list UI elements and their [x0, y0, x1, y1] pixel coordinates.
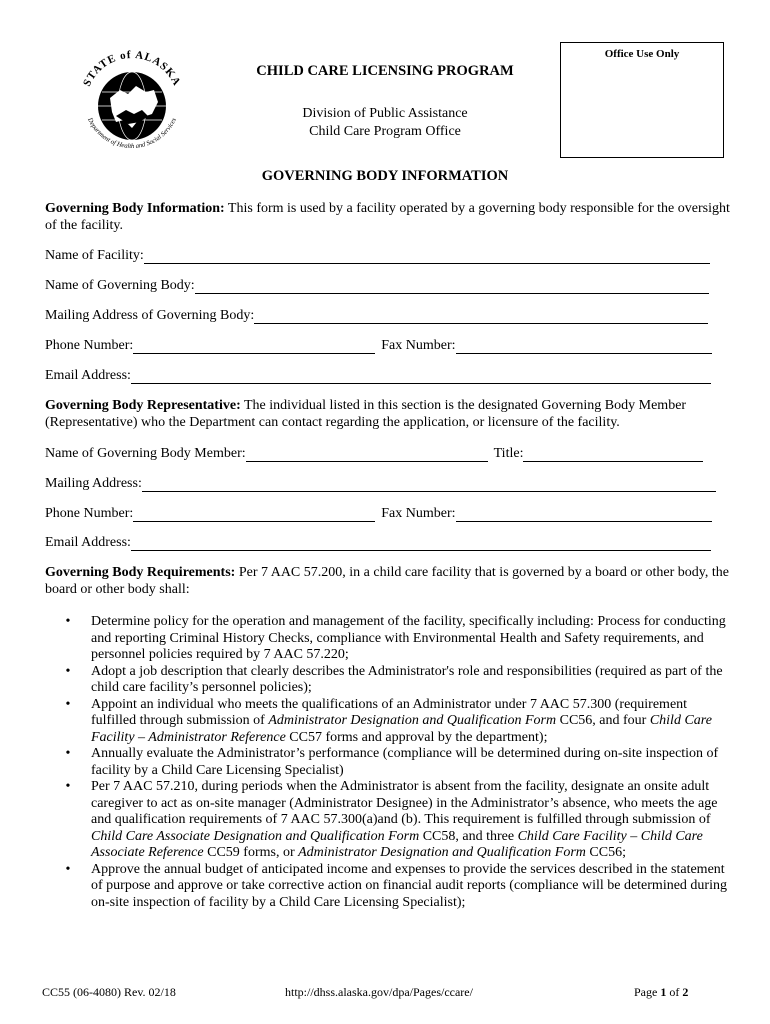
requirement-segment: Adopt a job description that clearly describes the Administrator's role and responsibilities (required as part of the child care facility’s personnel policies); [91, 663, 723, 695]
gb-phone-field[interactable] [133, 339, 375, 354]
title-field[interactable] [523, 447, 703, 462]
gb-email-row [45, 366, 711, 384]
bullet-icon: • [65, 779, 71, 794]
member-name-label: Name of Governing Body Member: [45, 446, 246, 461]
page-mid: of [666, 985, 683, 999]
requirement-text [91, 779, 730, 862]
bullet-icon: • [65, 861, 71, 877]
requirement-item [45, 697, 730, 747]
rep-text: The individual listed in this section is the designated Governing Body Member (Representative) who the Department can contact regarding the application, or licensure of the facility. [45, 398, 687, 430]
info-text: This form is used by a facility operated by a governing body responsible for the oversight of the facility. [45, 201, 730, 233]
requirement-text [91, 862, 730, 912]
requirement-text [91, 614, 730, 664]
form-title-italic: Administrator Designation and Qualification Form [298, 845, 586, 860]
office-name: Child Care Program Office [309, 124, 461, 139]
form-title-italic: Child Care Facility – Child Care Associate Reference [91, 828, 703, 860]
gb-email-field[interactable] [131, 369, 711, 384]
facility-name-field[interactable] [144, 249, 710, 264]
rep-mailing-row [45, 474, 716, 492]
rep-phone-label: Phone Number: [45, 506, 134, 521]
governing-body-name-row [45, 276, 709, 294]
office-use-box [560, 42, 724, 158]
requirement-item [45, 746, 730, 779]
requirement-segment: Approve the annual budget of anticipated income and expenses to provide the services described in the statement of purpose and approve or take corrective action on financial audit reports (compliance will be determined during on-site inspection of facility by a Child Care Licensing Specialist); [91, 861, 727, 910]
rep-mailing-field[interactable] [142, 477, 716, 492]
member-name-field[interactable] [246, 447, 488, 462]
requirement-segment: CC58, and three [419, 828, 518, 844]
gb-email-label: Email Address: [45, 368, 131, 383]
gb-fax-field[interactable] [456, 339, 712, 354]
requirement-item [45, 862, 730, 912]
gb-mailing-address-field[interactable] [254, 309, 708, 324]
facility-name-label: Name of Facility: [45, 248, 144, 263]
page-prefix: Page [634, 985, 661, 999]
state-of-alaska-seal [70, 40, 194, 164]
division-name: Division of Public Assistance [302, 106, 468, 121]
requirements-list [45, 614, 730, 911]
requirements-text: Per 7 AAC 57.200, in a child care facility that is governed by a board or other body, the board or other body shall: [45, 565, 729, 597]
rep-paragraph [45, 397, 730, 431]
requirements-heading: Governing Body Requirements: [45, 565, 236, 580]
form-title-italic: Child Care Facility – Administrator Reference [91, 713, 712, 745]
bullet-icon: • [65, 663, 71, 679]
requirement-segment: CC56; [585, 845, 626, 860]
rep-phone-field[interactable] [133, 507, 375, 522]
section-title: GOVERNING BODY INFORMATION [261, 168, 509, 184]
requirement-segment: CC56, and four [556, 713, 650, 728]
requirement-item [45, 614, 730, 664]
requirement-segment: Annually evaluate the Administrator’s performance (compliance will be determined during on-site inspection of facility by a Child Care Licensing Specialist) [91, 746, 719, 778]
rep-mailing-label: Mailing Address: [45, 476, 142, 491]
requirement-segment: CC59 forms, or [203, 845, 299, 860]
footer-url: http://dhss.alaska.gov/dpa/Pages/ccare/ [285, 985, 473, 999]
member-title-row [45, 444, 703, 462]
info-paragraph [45, 200, 730, 234]
governing-body-name-field[interactable] [195, 279, 709, 294]
requirement-text [91, 697, 730, 747]
gb-mailing-address-row [45, 306, 708, 324]
rep-fax-field[interactable] [456, 507, 712, 522]
gb-mailing-address-label: Mailing Address of Governing Body: [45, 308, 255, 323]
requirement-text [91, 664, 730, 697]
rep-heading: Governing Body Representative: [45, 398, 241, 413]
gb-phone-fax-row [45, 336, 712, 354]
requirement-segment: CC57 forms and approval by the department); [285, 729, 548, 745]
bullet-icon: • [65, 746, 71, 761]
form-title-italic: Administrator Designation and Qualification Form [268, 713, 557, 728]
info-heading: Governing Body Information: [45, 201, 225, 216]
requirement-item [45, 664, 730, 697]
requirement-segment: Determine policy for the operation and management of the facility, specifically including: Process for conducting and reporting Criminal History Checks, compliance with Environmental Health and Safety requirements, and personnel policies required by 7 AAC 57.220; [91, 614, 726, 662]
requirement-segment: Per 7 AAC 57.210, during periods when the Administrator is absent from the facility, designate an onsite adult caregiver to act as on-site manager (Administrator Designee) in the Administrator’s absence, who meets the age and qualification requirements of 7 AAC 57.300(a)and (b). This requirement is fulfilled through submission of [91, 779, 718, 827]
rep-fax-label: Fax Number: [381, 506, 456, 521]
form-title-italic: Child Care Associate Designation and Qualification Form [91, 828, 420, 844]
gb-phone-label: Phone Number: [45, 338, 134, 353]
seal-bottom-text: Department of Health and Social Services [86, 116, 178, 151]
page-indicator [634, 985, 688, 1000]
form-id: CC55 (06-4080) Rev. 02/18 [42, 985, 176, 999]
seal-top-text: STATE of ALASKA [81, 48, 183, 89]
facility-name-row [45, 246, 710, 264]
requirement-item [45, 779, 730, 862]
rep-email-row [45, 533, 711, 551]
requirement-text [91, 746, 730, 779]
governing-body-name-label: Name of Governing Body: [45, 278, 195, 293]
program-title: CHILD CARE LICENSING PROGRAM [256, 63, 514, 79]
page-number: 1 [660, 985, 667, 999]
requirements-paragraph [45, 564, 730, 598]
rep-email-field[interactable] [131, 536, 711, 551]
gb-fax-label: Fax Number: [381, 338, 456, 353]
title-label: Title: [493, 446, 524, 461]
office-use-label: Office Use Only [604, 48, 680, 60]
requirement-segment: Appoint an individual who meets the qualifications of an Administrator under 7 AAC 57.300 (requirement fulfilled through submission of [91, 696, 688, 728]
bullet-icon: • [65, 696, 71, 712]
bullet-icon: • [65, 614, 71, 629]
rep-phone-fax-row [45, 504, 712, 522]
rep-email-label: Email Address: [45, 535, 131, 550]
page-total: 2 [682, 985, 689, 999]
